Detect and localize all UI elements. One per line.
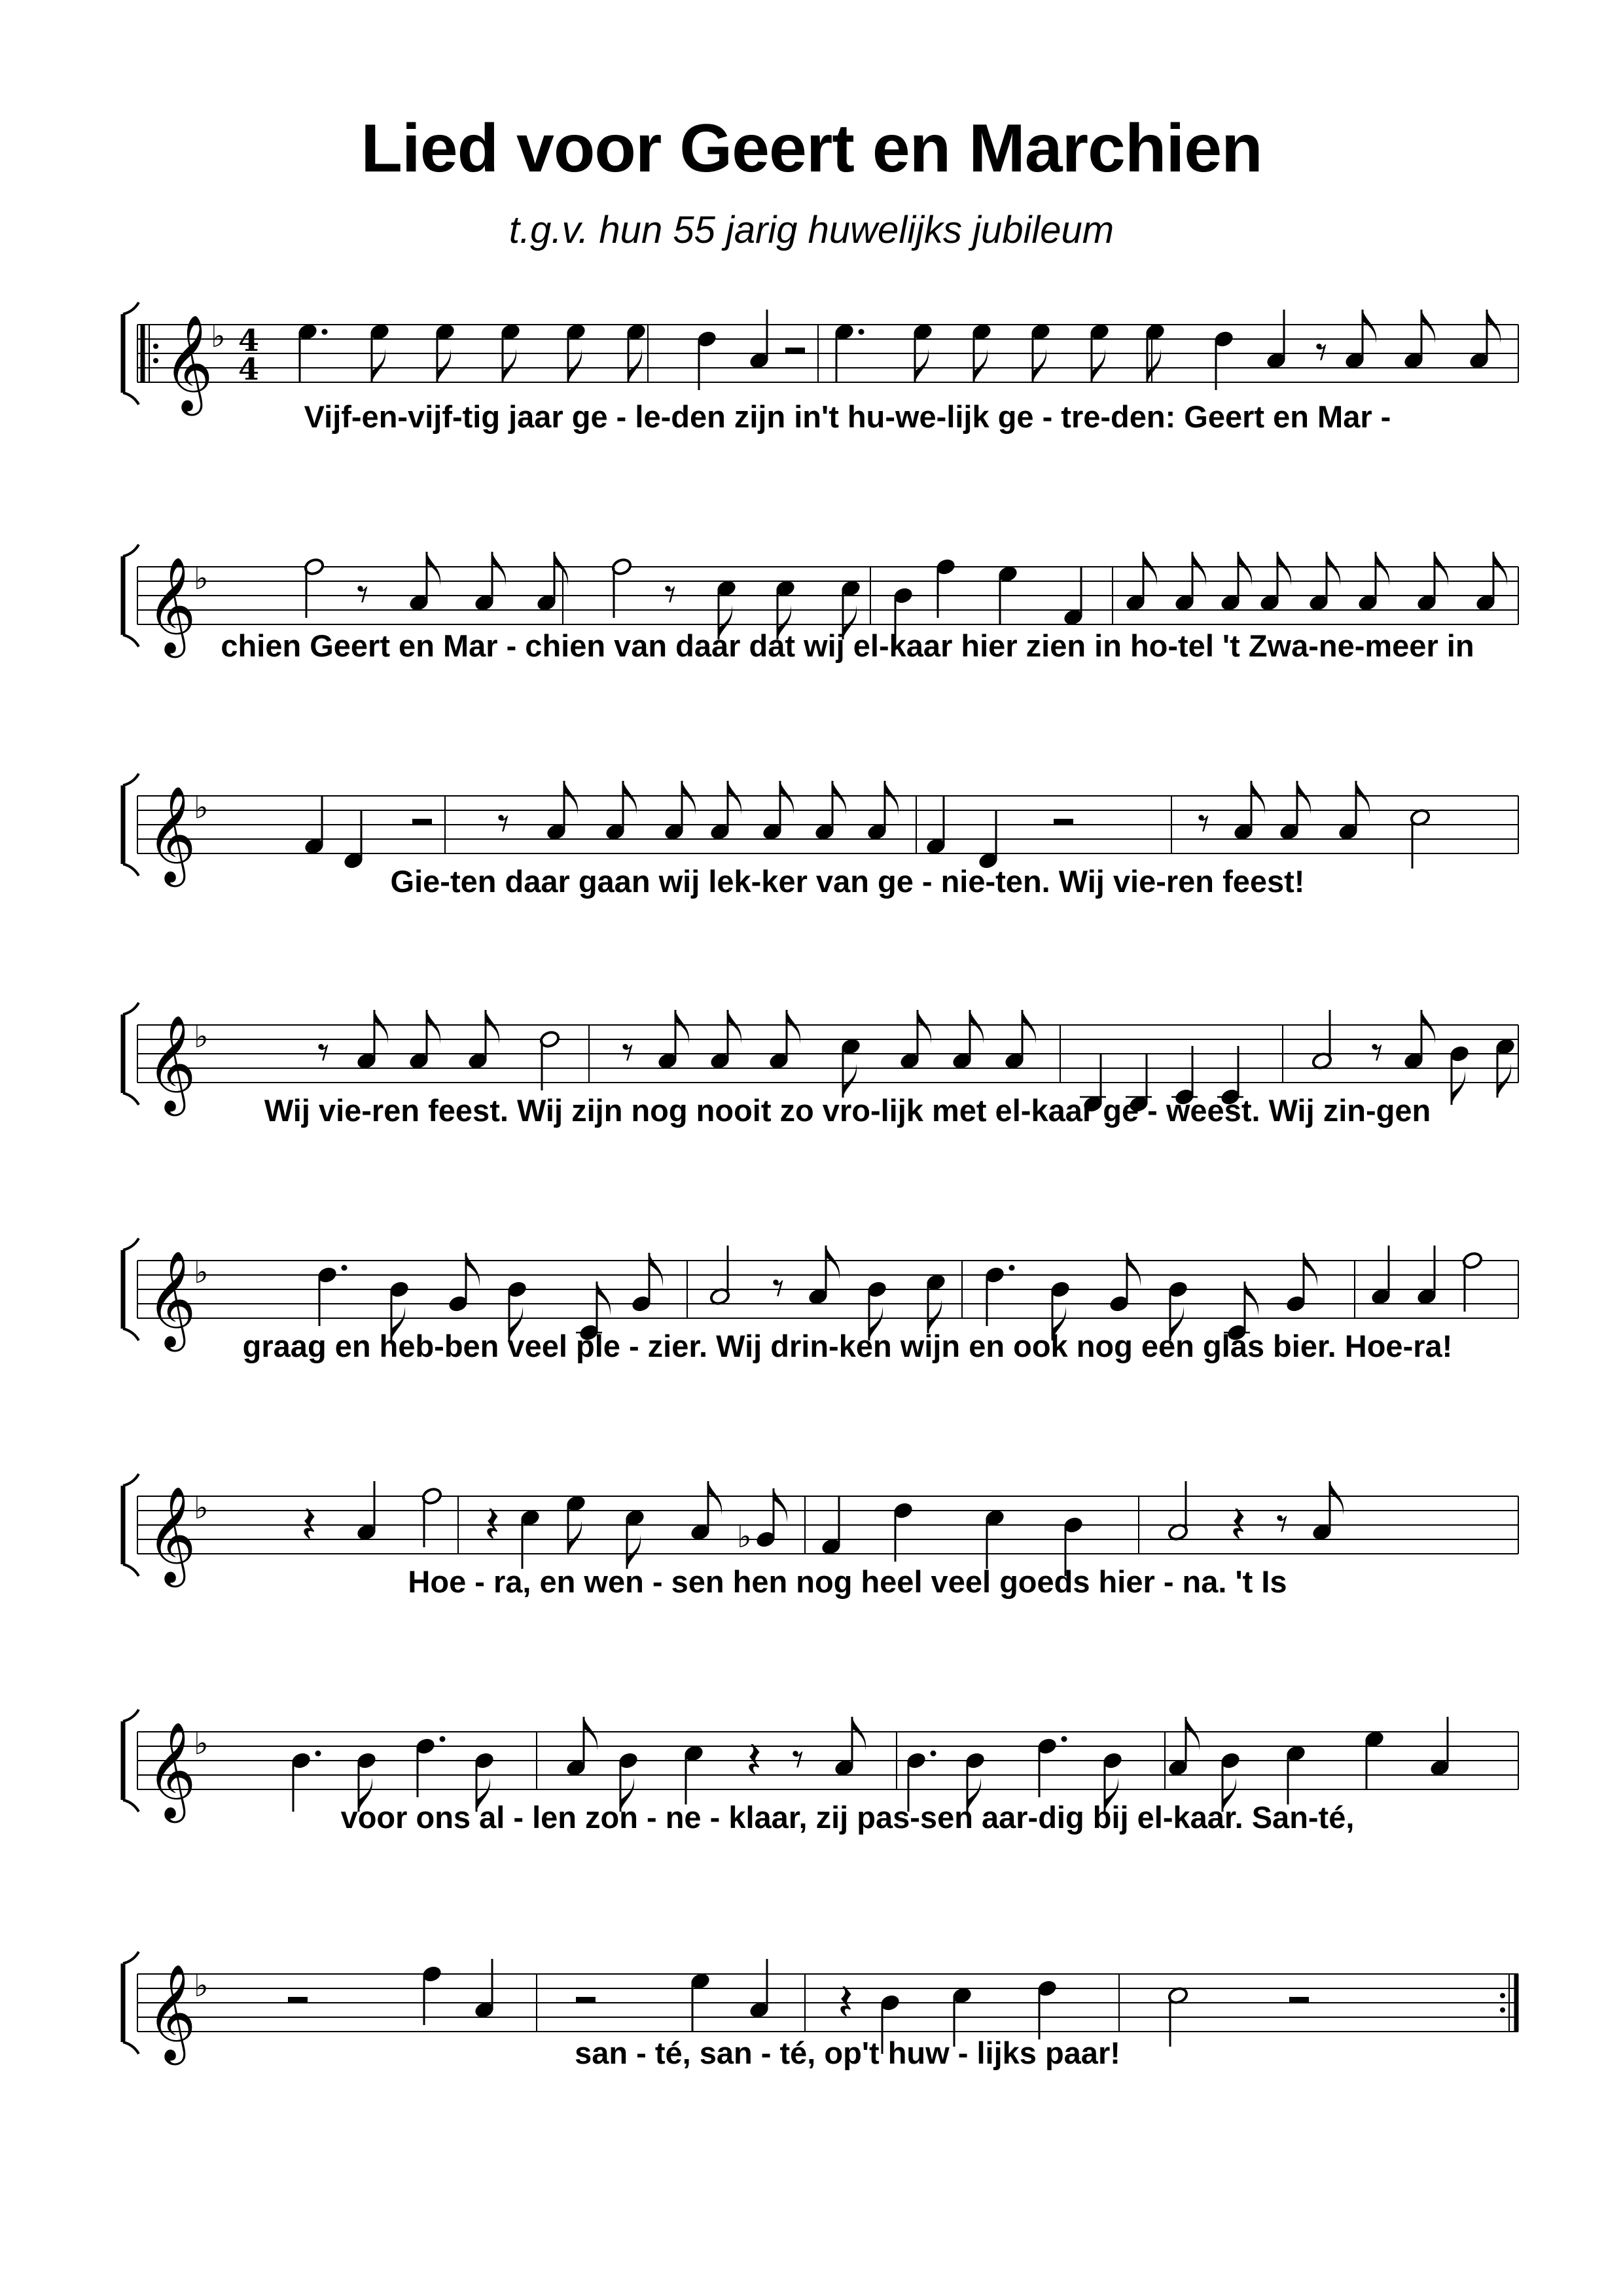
quarter-rest-icon: 𝄽 (838, 1973, 853, 2032)
flat-accidental-icon: ♭ (737, 1518, 752, 1555)
song-subtitle: t.g.v. hun 55 jarig huwelijks jubileum (508, 209, 1115, 251)
augmentation-dot (1009, 1265, 1015, 1271)
bracket-hook-top (123, 1238, 139, 1250)
lyrics-line: san - té, san - té, op't huw - lijks paar! (575, 2036, 1120, 2070)
note-flag (649, 1253, 663, 1287)
staff-system (123, 545, 1518, 663)
bracket-hook-bottom (123, 2042, 139, 2054)
bracket-hook-top (123, 1474, 139, 1486)
half-rest-icon (412, 819, 432, 825)
note-flag (597, 1282, 611, 1316)
staff-system (123, 1952, 1518, 2070)
lyrics-line: graag en heb-ben veel ple - zier. Wij drin-ken wijn en ook nog een glas bier. Hoe-ra! (242, 1329, 1453, 1363)
treble-clef-icon: 𝄞 (147, 785, 196, 883)
bracket-hook-bottom (123, 1093, 139, 1105)
bracket-hook-top (123, 1710, 139, 1721)
lyrics-line: voor ons al - len zon - ne - klaar, zij pas-sen aar-dig bij el-kaar. San-té, (340, 1800, 1355, 1835)
quarter-rest-icon: 𝄽 (484, 1496, 500, 1554)
bracket-hook-bottom (123, 864, 139, 876)
bracket-hook-bottom (123, 393, 139, 404)
staff-system (123, 1003, 1518, 1128)
lyrics-line: Vijf-en-vijf-tig jaar ge - le-den zijn in't hu-we-lijk ge - tre-den: Geert en Mar - (304, 399, 1391, 434)
key-signature-flat-icon: ♭ (194, 560, 209, 597)
augmentation-dot (931, 1751, 936, 1757)
repeat-dot (1500, 1993, 1505, 1998)
note-flag (466, 1253, 480, 1287)
treble-clef-icon: 𝄞 (147, 556, 196, 654)
half-rest-icon (1054, 819, 1073, 825)
staff-system (123, 302, 1518, 434)
bracket-hook-top (123, 1952, 139, 1964)
key-signature-flat-icon: ♭ (194, 1725, 209, 1762)
eighth-rest-icon: 𝄾 (664, 567, 677, 621)
eighth-rest-icon: 𝄾 (1276, 1497, 1289, 1551)
key-signature-flat-icon: ♭ (194, 1490, 209, 1526)
eighth-rest-icon: 𝄾 (497, 797, 510, 850)
eighth-rest-icon: 𝄾 (1198, 797, 1210, 850)
treble-clef-icon: 𝄞 (147, 1721, 196, 1819)
treble-clef-icon: 𝄞 (147, 1486, 196, 1583)
augmentation-dot (859, 329, 865, 335)
bracket-hook-bottom (123, 1564, 139, 1576)
note-flag (1245, 1282, 1258, 1316)
half-rest-icon (576, 1997, 596, 2003)
eighth-rest-icon: 𝄾 (357, 567, 369, 621)
note-flag (1304, 1253, 1317, 1287)
bracket-hook-top (123, 1003, 139, 1014)
quarter-rest-icon: 𝄽 (301, 1496, 317, 1554)
bracket-hook-bottom (123, 635, 139, 647)
eighth-rest-icon: 𝄾 (792, 1732, 804, 1786)
staff-system (123, 1238, 1518, 1363)
key-signature-flat-icon: ♭ (194, 789, 209, 826)
repeat-dot (153, 344, 158, 349)
eighth-rest-icon: 𝄾 (772, 1261, 785, 1315)
treble-clef-icon: 𝄞 (147, 1014, 196, 1112)
bracket-hook-bottom (123, 1800, 139, 1812)
bracket-hook-top (123, 545, 139, 556)
augmentation-dot (1061, 1736, 1067, 1742)
bracket-hook-top (123, 302, 139, 314)
bracket-hook-top (123, 774, 139, 785)
augmentation-dot (315, 1751, 321, 1757)
staff-system (123, 774, 1518, 899)
key-signature-flat-icon: ♭ (194, 1254, 209, 1291)
eighth-rest-icon: 𝄾 (1371, 1026, 1383, 1079)
half-rest-icon (785, 348, 805, 353)
note-flag (774, 1488, 787, 1522)
repeat-dot (153, 358, 158, 363)
quarter-rest-icon: 𝄽 (746, 1731, 762, 1790)
augmentation-dot (440, 1736, 446, 1742)
treble-clef-icon: 𝄞 (164, 314, 213, 412)
half-rest-icon (288, 1997, 308, 2003)
time-signature-top: 4 (238, 323, 260, 358)
quarter-rest-icon: 𝄽 (1230, 1496, 1246, 1554)
lyrics-line: Wij vie-ren feest. Wij zijn nog nooit zo vro-lijk met el-kaar ge - weest. Wij zin-gen (264, 1093, 1431, 1128)
key-signature-flat-icon: ♭ (194, 1967, 209, 2004)
treble-clef-icon: 𝄞 (147, 1250, 196, 1348)
note-flag (1127, 1253, 1141, 1287)
augmentation-dot (322, 329, 328, 335)
eighth-rest-icon: 𝄾 (1315, 325, 1328, 379)
lyrics-line: chien Geert en Mar - chien van daar dat wij el-kaar hier zien in ho-tel 't Zwa-ne-meer in (221, 628, 1474, 663)
key-signature-flat-icon: ♭ (194, 1018, 209, 1055)
song-title: Lied voor Geert en Marchien (361, 111, 1262, 187)
repeat-dot (1500, 2007, 1505, 2013)
half-rest-icon (1289, 1997, 1309, 2003)
bracket-hook-bottom (123, 1329, 139, 1340)
time-signature-bottom: 4 (238, 351, 260, 387)
eighth-rest-icon: 𝄾 (317, 1026, 330, 1079)
eighth-rest-icon: 𝄾 (622, 1026, 634, 1079)
note-flag (1452, 1071, 1465, 1105)
lyrics-line: Gie-ten daar gaan wij lek-ker van ge - nie-ten. Wij vie-ren feest! (390, 864, 1305, 899)
key-signature-flat-icon: ♭ (211, 318, 226, 355)
staff-system (123, 1474, 1518, 1599)
augmentation-dot (342, 1265, 348, 1271)
lyrics-line: Hoe - ra, en wen - sen hen nog heel veel goeds hier - na. 't Is (408, 1564, 1287, 1599)
staff-system (123, 1710, 1518, 1835)
treble-clef-icon: 𝄞 (147, 1964, 196, 2061)
